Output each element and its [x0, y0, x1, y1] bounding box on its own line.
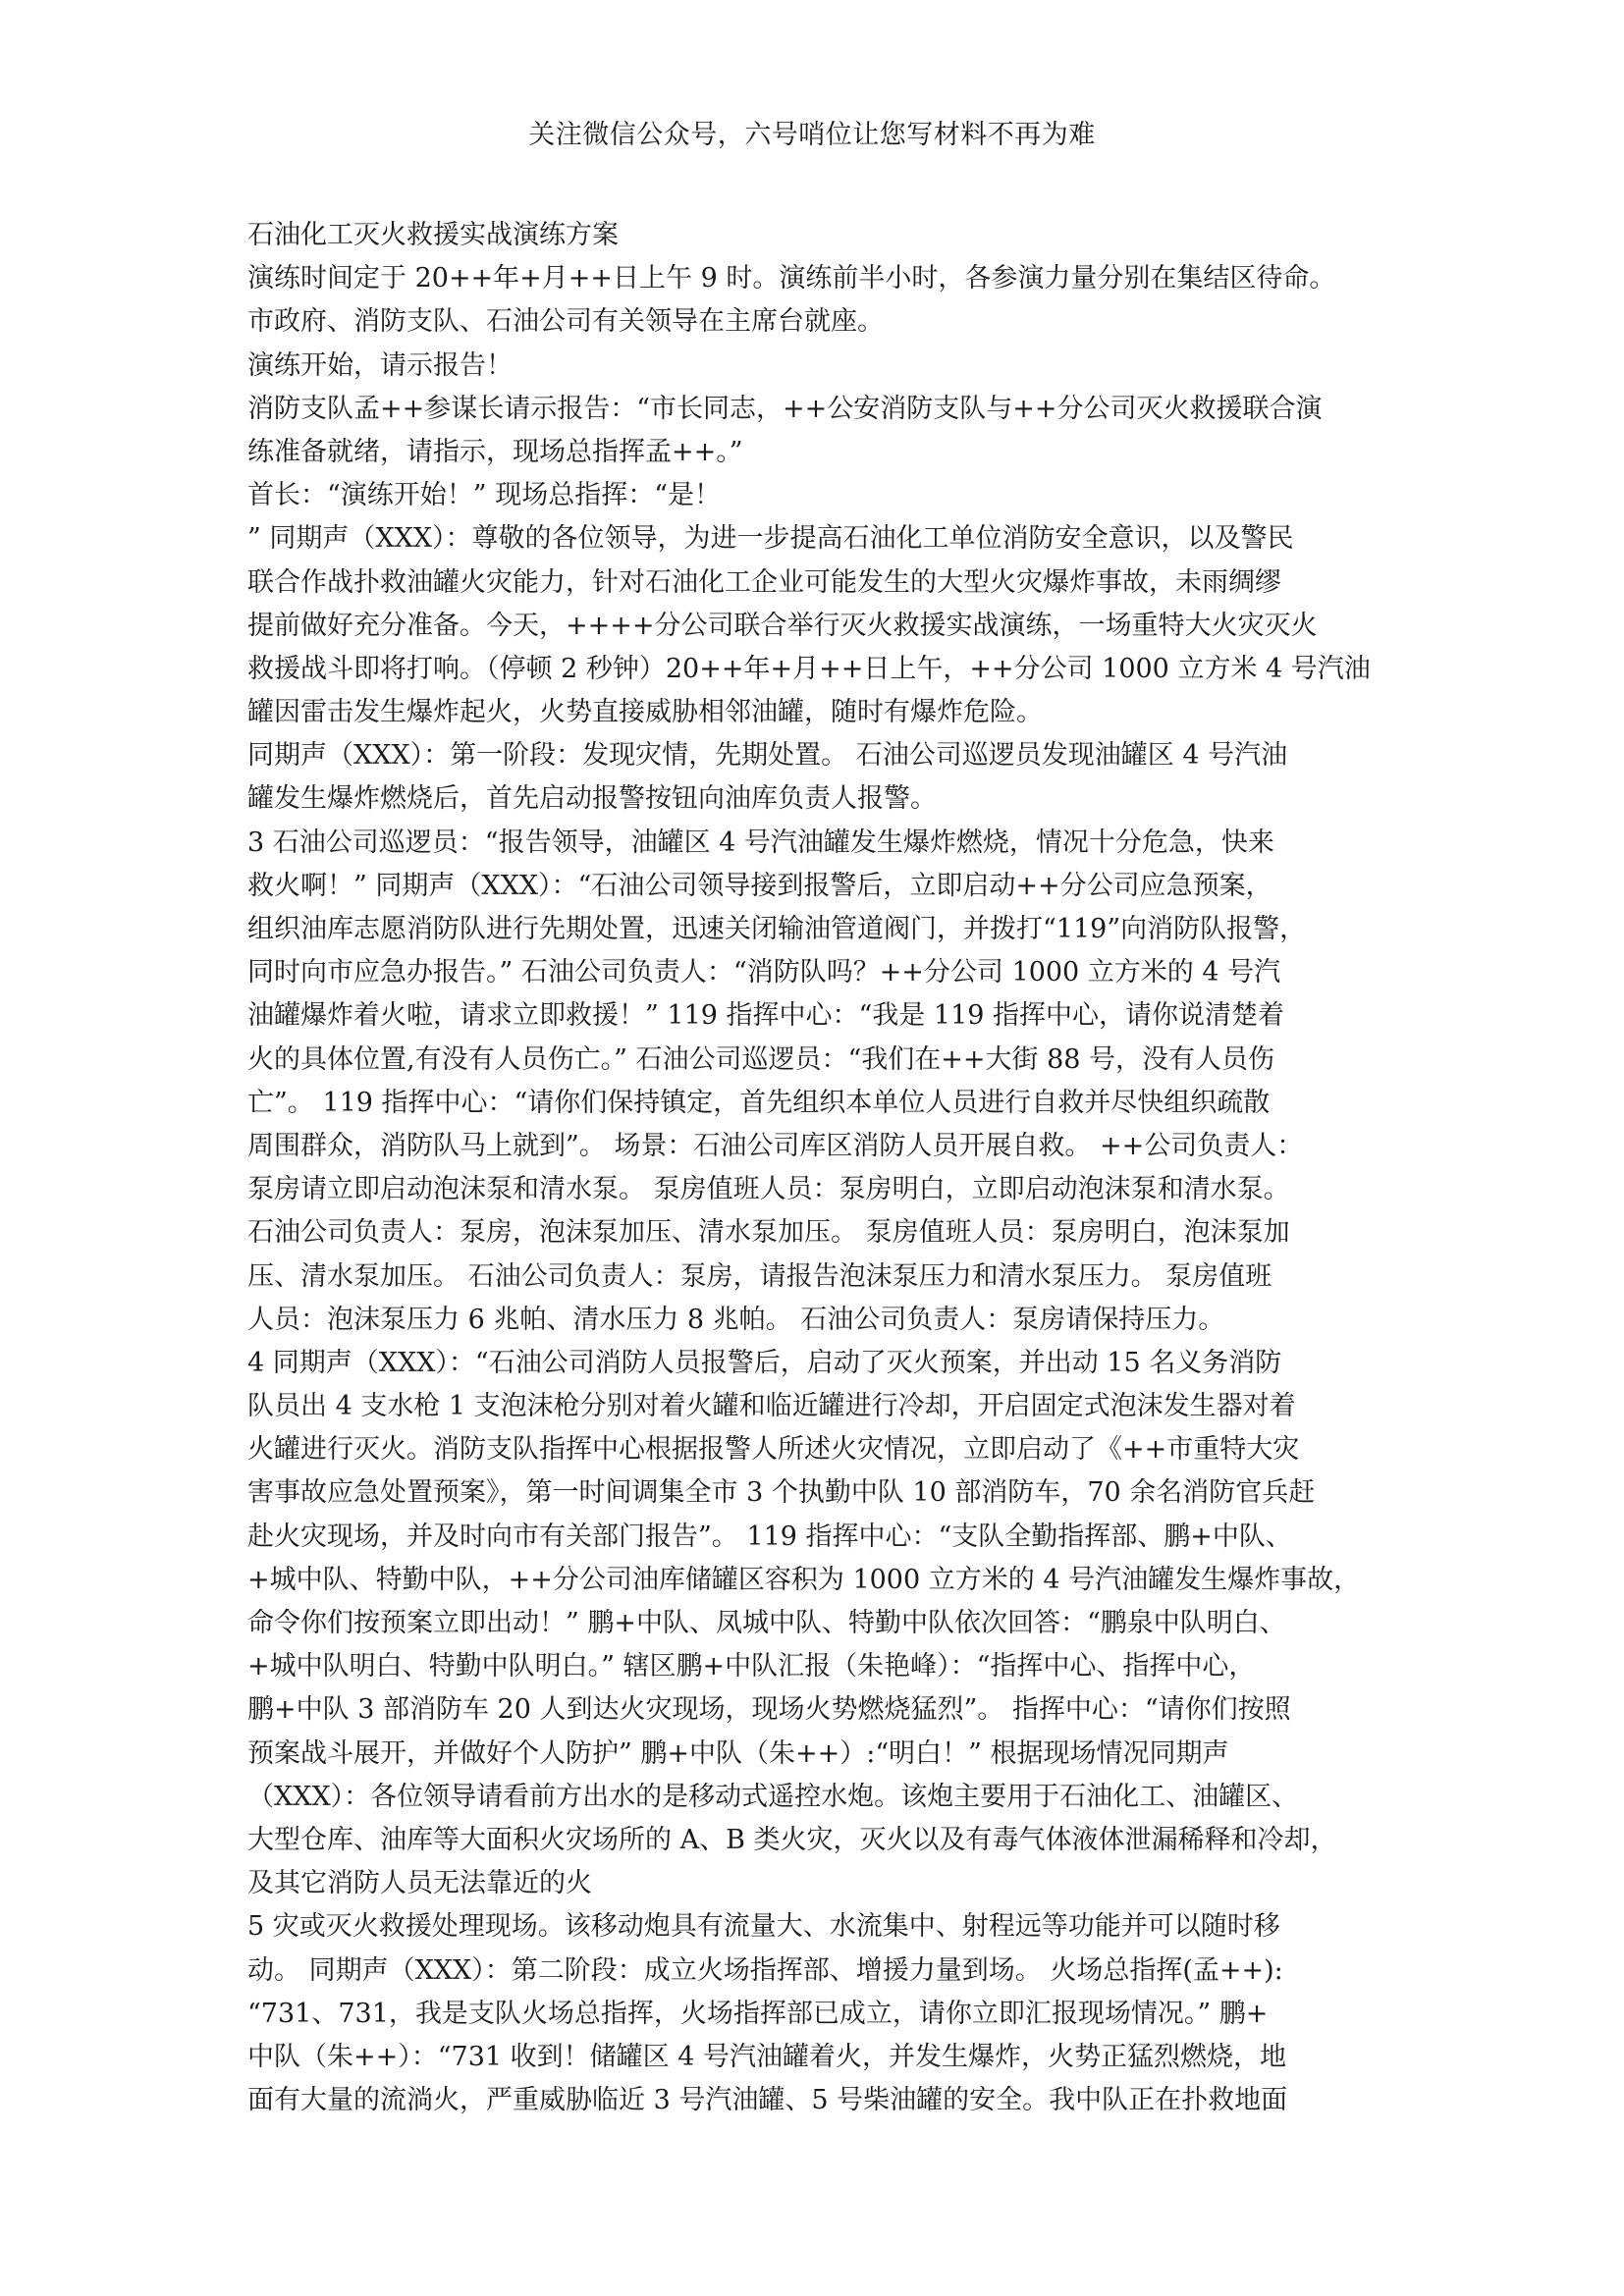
text-line: 5 灾或灭火救援处理现场。该移动炮具有流量大、水流集中、射程远等功能并可以随时移 — [247, 1911, 1280, 1943]
text-line: 首长：“演练开始！” 现场总指挥：“是！ — [247, 480, 721, 511]
text-line: 消防支队孟++参谋长请示报告：“市长同志，++公安消防支队与++分公司灭火救援联合演 — [247, 393, 1323, 424]
text-line: 市政府、消防支队、石油公司有关领导在主席台就座。 — [247, 306, 884, 338]
text-line: 泵房请立即启动泡沫泵和清水泵。 泵房值班人员：泵房明白，立即启动泡沫泵和清水泵。 — [247, 1174, 1290, 1205]
text-line: 中队（朱++）：“731 收到！储罐区 4 号汽油罐着火，并发生爆炸，火势正猛烈燃烧，地 — [247, 2041, 1287, 2072]
text-line: 油罐爆炸着火啦，请求立即救援！” 119 指挥中心：“我是 119 指挥中心，请你说清楚着 — [247, 1000, 1285, 1032]
document-body — [247, 214, 1386, 2122]
text-line: 组织油库志愿消防队进行先期处置，迅速关闭输油管道阀门，并拨打“119”向消防队报警， — [247, 914, 1307, 944]
text-line: +城中队明白、特勤中队明白。” 辖区鹏+中队汇报（朱艳峰）：“指挥中心、指挥中心， — [247, 1651, 1256, 1682]
text-line: 及其它消防人员无法靠近的火 — [247, 1868, 592, 1899]
text-line: 练准备就绪，请指示，现场总指挥孟++。” — [247, 436, 743, 467]
text-line: 周围群众，消防队马上就到”。 场景：石油公司库区消防人员开展自救。 ++公司负责人： — [247, 1130, 1304, 1161]
text-line: 石油公司负责人：泵房，泡沫泵加压、清水泵加压。 泵房值班人员：泵房明白，泡沫泵加 — [247, 1217, 1290, 1249]
text-line: 鹏+中队 3 部消防车 20 人到达火灾现场，现场火势燃烧猛烈”。 指挥中心：“请你们按照 — [247, 1694, 1291, 1726]
text-line: 3 石油公司巡逻员：“报告领导，油罐区 4 号汽油罐发生爆炸燃烧，情况十分危急，快来 — [247, 827, 1274, 858]
text-line: 提前做好充分准备。今天，++++分公司联合举行灭火救援实战演练，一场重特大火灾灭火 — [247, 610, 1318, 641]
text-line: 罐因雷击发生爆炸起火，火势直接威胁相邻油罐，随时有爆炸危险。 — [247, 697, 1043, 728]
text-line: 救火啊！” 同期声（XXX）：“石油公司领导接到报警后，立即启动++分公司应急预案， — [247, 870, 1272, 901]
text-line: （XXX）：各位领导请看前方出水的是移动式遥控水炮。该炮主要用于石油化工、油罐区、 — [247, 1781, 1299, 1812]
text-line: 面有大量的流淌火，严重威胁临近 3 号汽油罐、5 号柴油罐的安全。我中队正在扑救地面 — [247, 2085, 1288, 2116]
text-line: 害事故应急处置预案》，第一时间调集全市 3 个执勤中队 10 部消防车，70 余名消防官兵赶 — [247, 1477, 1316, 1509]
text-line: 压、清水泵加压。 石油公司负责人：泵房，请报告泡沫泵压力和清水泵压力。 泵房值班 — [247, 1260, 1272, 1292]
text-line: 命令你们按预案立即出动！” 鹏+中队、凤城中队、特勤中队依次回答：“鹏泉中队明白、 — [247, 1608, 1286, 1638]
text-line: ” 同期声（XXX）：尊敬的各位领导，为进一步提高石油化工单位消防安全意识，以及警民 — [247, 523, 1294, 555]
text-line: +城中队、特勤中队，++分公司油库储罐区容积为 1000 立方米的 4 号汽油罐发生爆炸事故， — [247, 1564, 1361, 1595]
document-title: 石油化工灭火救援实战演练方案 — [247, 220, 619, 250]
header-note: 关注微信公众号，六号哨位让您写材料不再为难 — [528, 120, 1096, 150]
text-line: 同期声（XXX）：第一阶段：发现灾情，先期处置。 石油公司巡逻员发现油罐区 4 号汽油 — [247, 740, 1288, 772]
text-line: 联合作战扑救油罐火灾能力，针对石油化工企业可能发生的大型火灾爆炸事故，未雨绸缪 — [247, 566, 1281, 598]
text-line: 演练时间定于 20++年+月++日上午 9 时。演练前半小时，各参演力量分别在集结区待命。 — [247, 263, 1336, 294]
text-line: 队员出 4 支水枪 1 支泡沫枪分别对着火罐和临近罐进行冷却，开启固定式泡沫发生器对着 — [247, 1391, 1296, 1422]
text-line: 演练开始，请示报告！ — [247, 349, 513, 381]
text-line: 救援战斗即将打响。（停顿 2 秒钟）20++年+月++日上午，++分公司 1000 立方米 4 号汽油 — [247, 653, 1371, 684]
text-line: 火的具体位置,有没有人员伤亡。” 石油公司巡逻员：“我们在++大街 88 号，没有人员伤 — [247, 1043, 1275, 1075]
text-line: 动。 同期声（XXX）：第二阶段：成立火场指挥部、增援力量到场。 火场总指挥(孟++): — [247, 1954, 1283, 1986]
text-line: 4 同期声（XXX）：“石油公司消防人员报警后，启动了灭火预案，并出动 15 名义务消防 — [247, 1347, 1282, 1378]
text-line: 同时向市应急办报告。” 石油公司负责人：“消防队吗？++分公司 1000 立方米的 4 号汽 — [247, 957, 1281, 988]
text-line: 人员：泡沫泵压力 6 兆帕、清水压力 8 兆帕。 石油公司负责人：泵房请保持压力。 — [247, 1304, 1225, 1335]
text-line: 罐发生爆炸燃烧后，首先启动报警按钮向油库负责人报警。 — [247, 783, 937, 815]
text-line: 亡”。 119 指挥中心：“请你们保持镇定，首先组织本单位人员进行自救并尽快组织疏散 — [247, 1087, 1271, 1118]
text-line: “731、731，我是支队火场总指挥，火场指挥部已成立，请你立即汇报现场情况。” 鹏+ — [247, 1998, 1269, 2029]
text-line: 预案战斗展开，并做好个人防护” 鹏+中队（朱++）:“明白！” 根据现场情况同期声 — [247, 1737, 1229, 1769]
text-line: 火罐进行灭火。消防支队指挥中心根据报警人所述火灾情况，立即启动了《++市重特大灾 — [247, 1434, 1300, 1466]
text-line: 赴火灾现场，并及时向市有关部门报告”。 119 指挥中心：“支队全勤指挥部、鹏+中队、 — [247, 1521, 1292, 1552]
text-line: 大型仓库、油库等大面积火灾场所的 A、B 类火灾，灭火以及有毒气体液体泄漏稀释和冷却， — [247, 1824, 1337, 1855]
